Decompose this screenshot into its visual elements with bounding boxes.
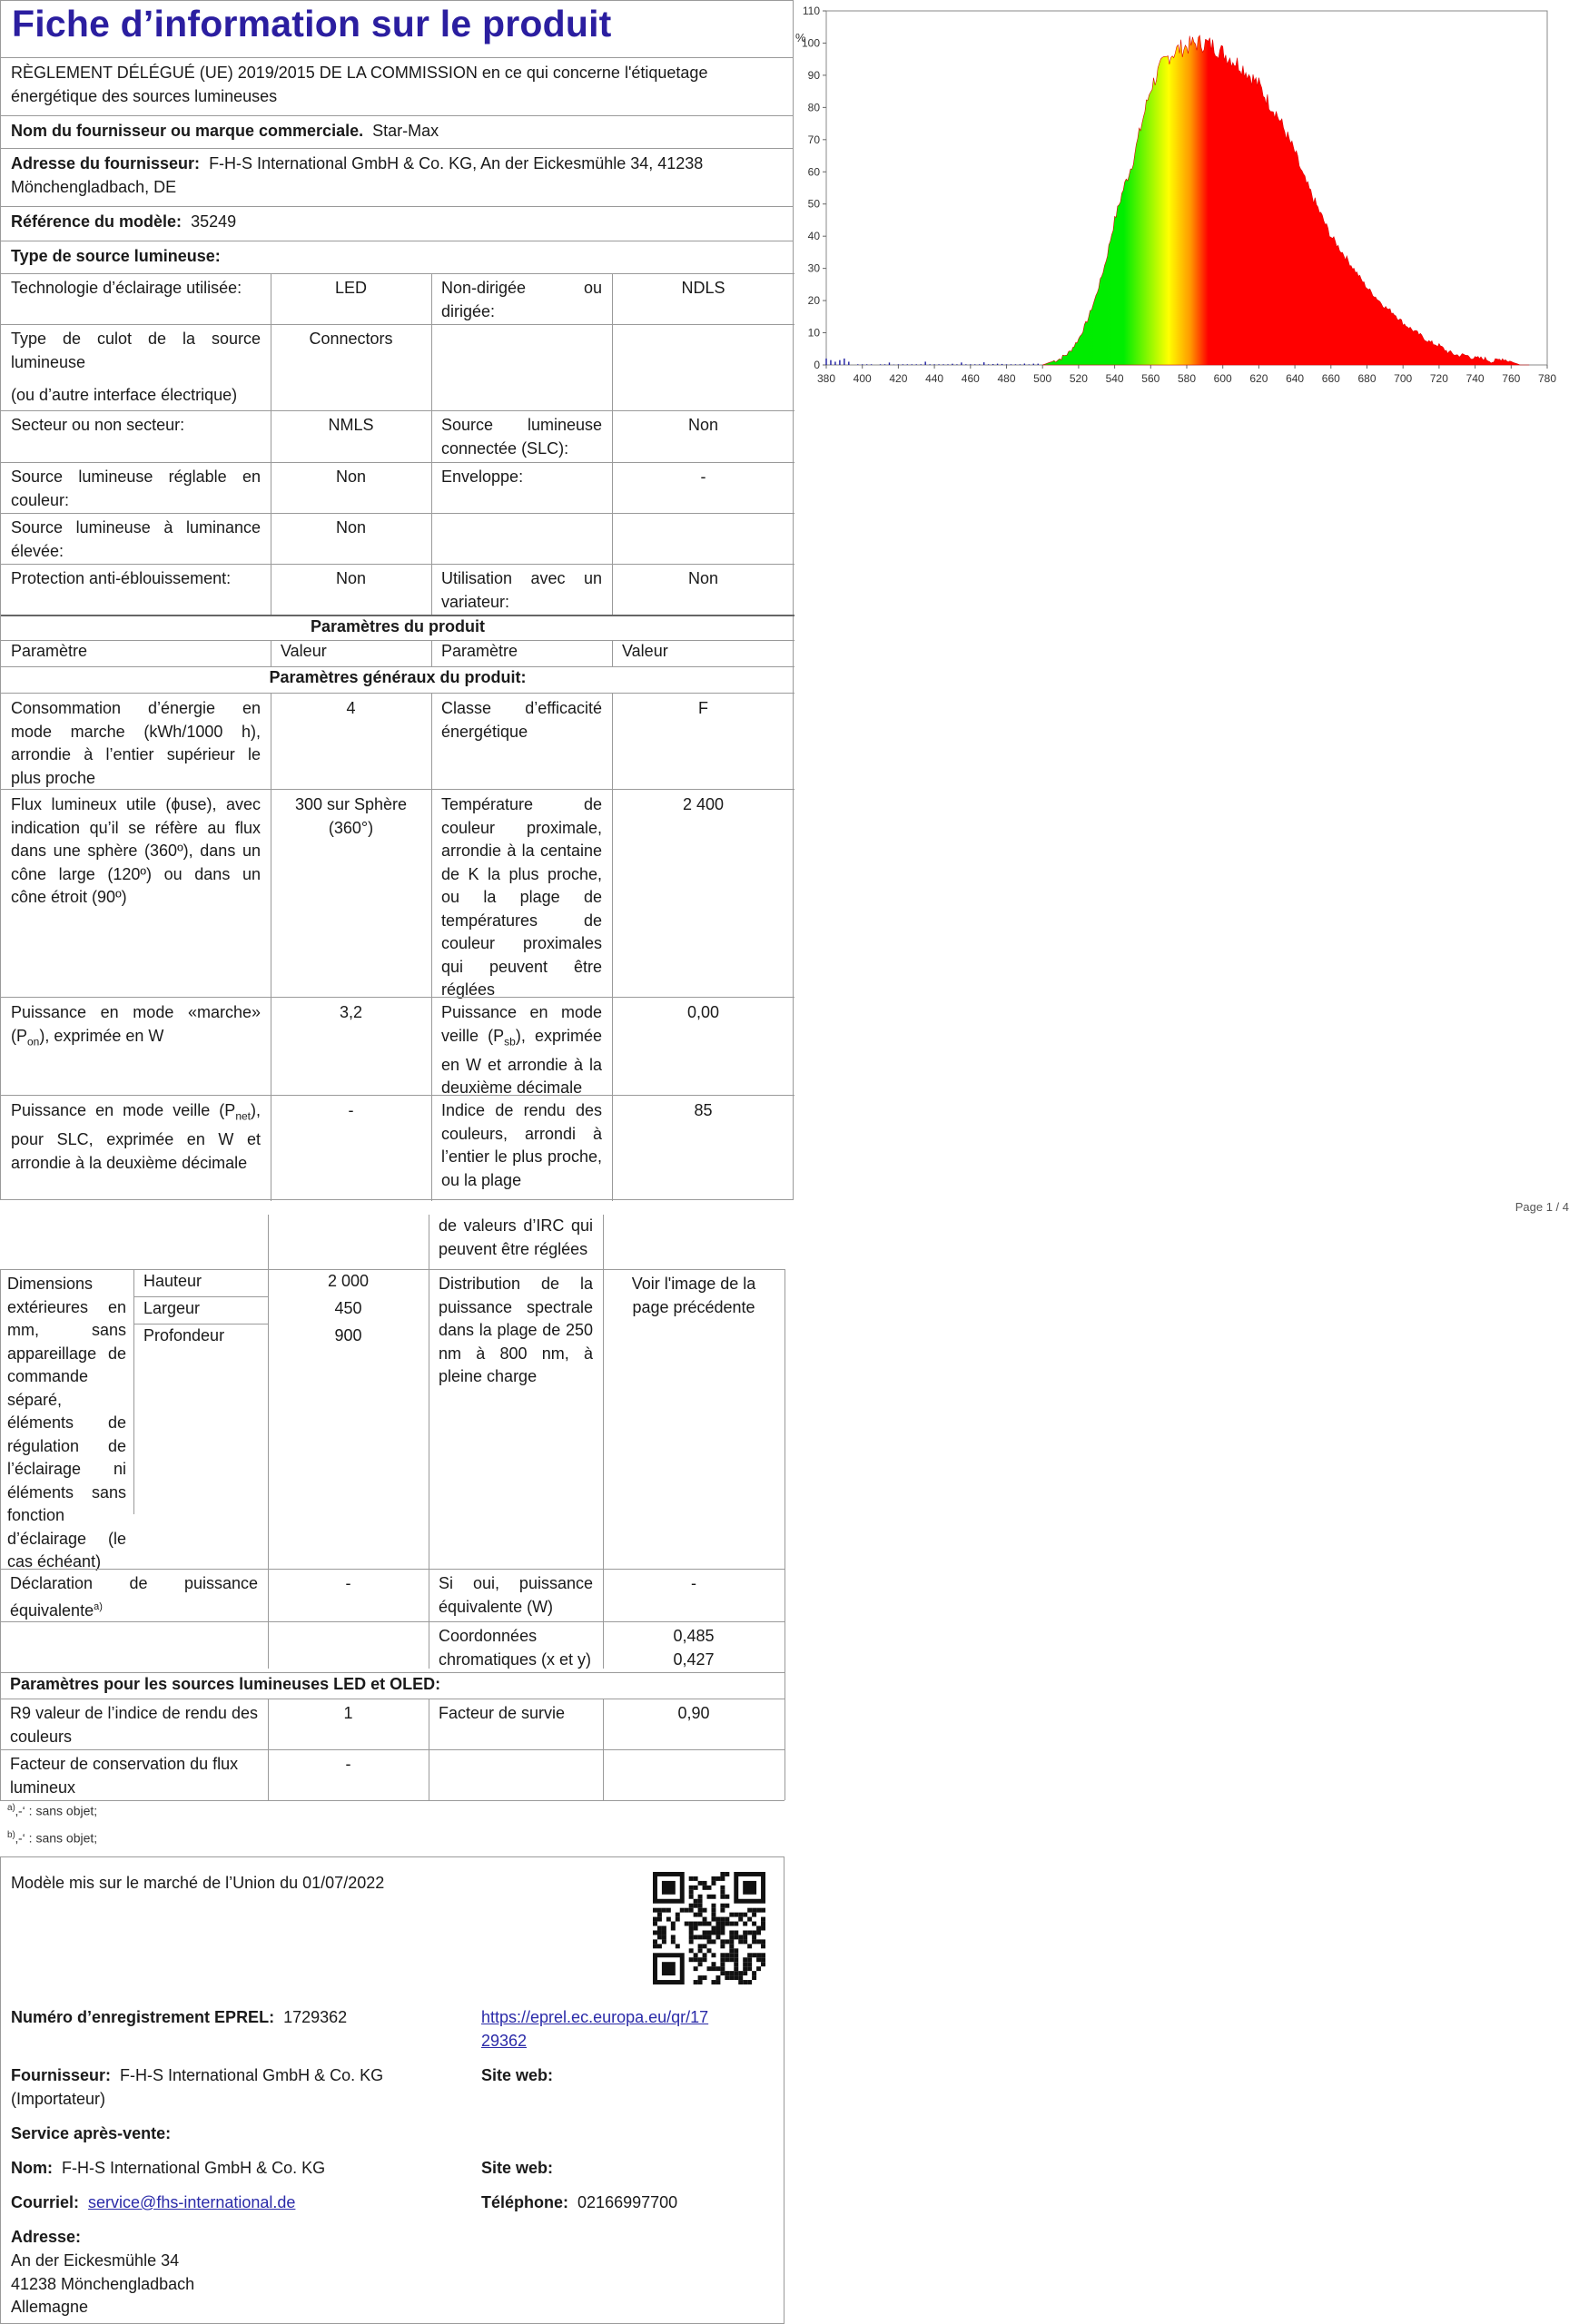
survival-value: 0,90 [677, 1704, 710, 1722]
model-ref-label: Référence du modèle: [11, 212, 183, 231]
dimmer-value: Non [687, 569, 719, 587]
mains-value: NMLS [328, 416, 374, 434]
y-tick-label: 10 [807, 326, 820, 340]
cap-type-label-note: (ou d’autre interface électrique) [11, 386, 238, 404]
y-tick-label: 100 [801, 36, 820, 50]
address-line-1: An der Eickesmühle 34 [11, 2251, 180, 2270]
general-params-heading: Paramètres généraux du produit: [269, 668, 527, 686]
col-header-value1: Valeur [281, 642, 327, 660]
model-ref-value: 35249 [191, 212, 237, 231]
address-label: Adresse: [11, 2228, 82, 2246]
chroma-y: 0,427 [673, 1649, 715, 1669]
flux-maintenance-label: Facteur de conservation du flux lumineux [10, 1755, 239, 1797]
flux-maintenance-value: - [345, 1755, 351, 1773]
eprel-link[interactable] [471, 2003, 762, 2056]
mains-label: Secteur ou non secteur: [11, 416, 185, 434]
y-tick-label: 20 [807, 294, 820, 308]
regulation-row [1, 57, 793, 115]
y-axis-unit: % [795, 31, 806, 44]
x-tick-label: 700 [1394, 372, 1413, 385]
x-tick-label: 440 [925, 372, 944, 385]
y-tick-label: 0 [814, 359, 820, 371]
chroma-label: Coordonnées chromatiques (x et y) [439, 1627, 592, 1669]
cap-type-value: Connectors [309, 330, 393, 348]
spd-label: Distribution de la puissance spectrale dans la plage de 250 nm à 800 nm, à pleine charge [439, 1275, 593, 1385]
footnote-a: $^{a)}$‚-‘ : sans objet; [7, 1803, 98, 1818]
x-tick-label: 600 [1213, 372, 1232, 385]
supplier-name-label: Nom du fournisseur ou marque commerciale. [11, 122, 364, 140]
x-tick-label: 520 [1069, 372, 1088, 385]
cct-label: Température de couleur proximale, arrondie à la centaine de K la plus proche, ou la plage de températures de couleur proximales qui peuvent être réglées [441, 795, 602, 999]
survival-label: Facteur de survie [439, 1704, 566, 1722]
spectrum-area [1042, 35, 1529, 365]
consumption-value: 4 [346, 699, 356, 717]
led-params-heading: Paramètres pour les sources lumineuses LED et OLED: [10, 1675, 441, 1693]
directional-label: Non-dirigée ou dirigée: [441, 279, 602, 320]
eprel-number: 1729362 [283, 2008, 348, 2026]
cct-value: 2 400 [682, 795, 725, 813]
directional-value: NDLS [681, 279, 725, 297]
market-text: Modèle mis sur le marché de l’Union du 01/07/2022 [11, 1874, 385, 1892]
eprel-url-line1[interactable]: https://eprel.ec.europa.eu/qr/17 [481, 2008, 709, 2026]
page1-sheet [0, 0, 794, 1200]
registration-box [0, 1856, 784, 2324]
equiv-power-label: Si oui, puissance équivalente (W) [439, 1574, 593, 1616]
as-name-label: Nom: [11, 2159, 53, 2177]
r9-value: 1 [343, 1704, 353, 1722]
col-header-value2: Valeur [622, 642, 668, 660]
x-tick-label: 640 [1286, 372, 1305, 385]
high-luminance-label: Source lumineuse à luminance élevée: [11, 518, 261, 560]
x-tick-label: 660 [1321, 372, 1340, 385]
eprel-label: Numéro d’enregistrement EPREL: [11, 2008, 275, 2026]
supplier-name-value: Star-Max [372, 122, 439, 140]
width-value: 450 [334, 1299, 362, 1317]
depth-value: 900 [334, 1326, 362, 1344]
pon-label: Puissance en mode «marche» $(P_{on})$, exprimée en W [11, 1003, 261, 1049]
height-value: 2 000 [327, 1272, 370, 1290]
connected-value: Non [687, 416, 719, 434]
height-label: Hauteur [143, 1272, 202, 1290]
color-tunable-value: Non [335, 468, 367, 486]
email-label: Courriel: [11, 2193, 80, 2211]
dimensions-label: Dimensions extérieures en mm, sans appareillage de commande séparé, éléments de régulation de l’éclairage ni éléments sans fonction d’éclairage (le cas échéant) [7, 1275, 126, 1571]
cri-value: 85 [694, 1101, 713, 1119]
cri-label: Indice de rendu des couleurs, arrondi à l’entier le plus proche, ou la plage [441, 1101, 602, 1189]
anti-glare-label: Protection anti-éblouissement: [11, 569, 232, 587]
y-tick-label: 40 [807, 230, 820, 243]
supplier-address-row [1, 148, 793, 206]
product-params-table [1, 615, 794, 1201]
x-tick-label: 480 [997, 372, 1016, 385]
x-tick-label: 500 [1033, 372, 1052, 385]
flux-label: Flux lumineux utile (ϕuse), avec indication qu’il se réfère au flux dans une sphère (360º), dans un cône large (120º) ou dans un cône étroit (90º) [11, 795, 261, 906]
psb-value: 0,00 [686, 1003, 720, 1021]
r9-label: R9 valeur de l’indice de rendu des couleurs [10, 1704, 258, 1746]
supplier-name-row [1, 115, 793, 148]
supplier-value: F-H-S International GmbH & Co. KG (Importateur) [11, 2066, 384, 2108]
tech-value: LED [334, 279, 367, 297]
energy-class-value: F [698, 699, 708, 717]
address-line-3: Allemagne [11, 2298, 89, 2316]
y-tick-label: 60 [807, 165, 820, 179]
chroma-x: 0,485 [673, 1627, 715, 1645]
depth-label: Profondeur [143, 1326, 225, 1344]
as-name-value: F-H-S International GmbH & Co. KG [62, 2159, 326, 2177]
supplier-address-label: Adresse du fournisseur: [11, 154, 201, 172]
supplier-label: Fournisseur: [11, 2066, 112, 2084]
equiv-label: Déclaration de puissance équivalente$^{a)}$ [10, 1574, 258, 1620]
tech-label: Technologie d’éclairage utilisée: [11, 279, 242, 297]
connected-label: Source lumineuse connectée (SLC): [441, 416, 602, 458]
width-label: Largeur [143, 1299, 201, 1317]
source-type-table [1, 273, 794, 615]
page-number: Page 1 / 4 [1515, 1200, 1569, 1214]
x-tick-label: 540 [1105, 372, 1124, 385]
flux-value: 300 sur Sphère (360°) [294, 795, 408, 837]
source-type-heading: Type de source lumineuse: [11, 247, 221, 265]
x-tick-label: 680 [1357, 372, 1377, 385]
dimmer-label: Utilisation avec un variateur: [441, 569, 602, 611]
x-tick-label: 380 [816, 372, 836, 385]
as-website-label: Site web: [481, 2159, 554, 2177]
anti-glare-value: Non [335, 569, 367, 587]
aftersales-heading: Service après-vente: [11, 2124, 172, 2142]
x-tick-label: 400 [853, 372, 872, 385]
x-tick-label: 580 [1177, 372, 1197, 385]
source-type-heading-row [1, 241, 793, 273]
col-header-param1: Paramètre [11, 642, 88, 660]
chroma-values [603, 1621, 784, 1675]
col-header-param2: Paramètre [441, 642, 518, 660]
equiv-power-value: - [691, 1574, 696, 1592]
phone-value: 02166997700 [577, 2193, 678, 2211]
supplier-address-value: F-H-S International GmbH & Co. KG, An der Eickesmühle 34, 41238 Mönchengladbach, DE [11, 154, 704, 196]
spectral-distribution-chart [797, 0, 1569, 399]
pnet-label: Puissance en mode veille $(P_{net})$, pour SLC, exprimée en W et arrondie à la deuxième décimale [11, 1101, 261, 1172]
address-line-2: 41238 Mönchengladbach [11, 2274, 195, 2293]
phone-label: Téléphone: [481, 2193, 569, 2211]
footnote-b: $^{b)}$‚-‘ : sans objet; [7, 1830, 98, 1846]
x-tick-label: 740 [1465, 372, 1485, 385]
envelope-value: - [700, 468, 706, 486]
energy-class-label: Classe d’efficacité énergétique [441, 699, 602, 741]
x-tick-label: 720 [1429, 372, 1448, 385]
psb-label: Puissance en mode veille $(P_{sb})$, exprimée en W et arrondie à la deuxième décimale [441, 1003, 602, 1098]
website-label: Site web: [481, 2066, 554, 2084]
eprel-url-line2[interactable]: 29362 [481, 2031, 528, 2050]
pon-value: 3,2 [339, 1003, 363, 1021]
page-title: Fiche d’information sur le produit [12, 3, 612, 44]
high-luminance-value: Non [335, 518, 367, 537]
y-tick-label: 50 [807, 197, 820, 211]
regulation-text: RÈGLEMENT DÉLÉGUÉ (UE) 2019/2015 DE LA COMMISSION en ce qui concerne l'étiquetage énergétique des sources lumineuses [11, 64, 708, 105]
cri-label-cont: de valeurs d’IRC qui peuvent être réglées [439, 1216, 593, 1258]
consumption-label: Consommation d’énergie en mode marche (kWh/1000 h), arrondie à l’entier supérieur le plus proche [11, 699, 261, 787]
equiv-value: - [345, 1574, 351, 1592]
x-tick-label: 420 [889, 372, 908, 385]
x-tick-label: 460 [961, 372, 980, 385]
qr-code-icon[interactable] [653, 1872, 765, 1984]
address-block [1, 2246, 364, 2323]
y-tick-label: 80 [807, 101, 820, 114]
spd-value: Voir l'image de la page précédente [631, 1275, 756, 1316]
page2-params-table [0, 1215, 784, 1801]
model-ref-row [1, 206, 793, 241]
y-tick-label: 30 [807, 261, 820, 275]
color-tunable-label: Source lumineuse réglable en couleur: [11, 468, 261, 509]
y-tick-label: 110 [802, 5, 820, 17]
x-tick-label: 620 [1249, 372, 1268, 385]
params-heading: Paramètres du produit [310, 617, 486, 635]
x-tick-label: 780 [1537, 372, 1557, 385]
x-tick-label: 760 [1502, 372, 1521, 385]
email-link[interactable]: service@fhs-international.de [88, 2193, 296, 2211]
x-tick-label: 560 [1141, 372, 1160, 385]
pnet-value: - [348, 1101, 354, 1119]
y-tick-label: 70 [807, 133, 820, 146]
y-tick-label: 90 [807, 68, 820, 82]
envelope-label: Enveloppe: [441, 468, 524, 486]
cap-type-label: Type de culot de la source lumineuse [11, 330, 261, 371]
